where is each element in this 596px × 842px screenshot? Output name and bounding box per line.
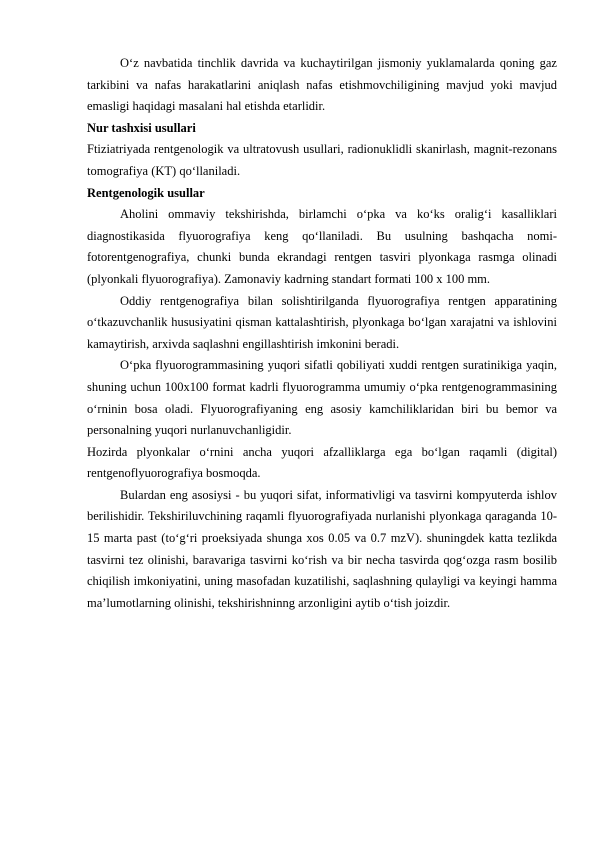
paragraph-digital-fluorography: Hozirda plyonkalar o‘rnini ancha yuqori afzalliklarga ega bo‘lgan raqamli (digital) rentgenoflyuorografiya bosmoqda. <box>87 444 557 481</box>
paragraph-gas-composition: O‘z navbatida tinchlik davrida va kuchaytirilgan jismoniy yuklamalarda qoning gaz tarkibini va nafas harakatlarini aniqlash nafas etishmovchiligining mavjud yoki mavjud emasligi haqidagi masalani hal etishda etarlidir. <box>87 56 557 114</box>
heading-x-ray-methods: Rentgenologik usullar <box>87 185 205 200</box>
heading-radiation-diagnostics: Nur tashxisi usullari <box>87 120 196 135</box>
paragraph-phthisiatry-methods: Ftiziatriyada rentgenologik va ultratovush usullari, radionuklidli skanirlash, magnit-rezonans tomografiya (KT) qo‘llaniladi. <box>87 142 557 178</box>
paragraph-digital-advantages: Bulardan eng asosiysi - bu yuqori sifat, informativligi va tasvirni kompyuterda ishlov berilishidir. Tekshiriluvchining raqamli flyuorografiyada nurlanishi plyonkaga qaraganda 10-15 marta past (to‘g‘ri proeksiyada shunga xos 0.05 va 0.7 mzV). shuningdek katta tezlikda tasvirni tez olinishi, baravariga tasvirni ko‘rish va bir necha tasvirda qog‘ozga rasm bosilib chiqilish imkoniyatini, uning masofadan kuzatilishi, saqlashning qulayligi va keyingi hamma ma’lumotlarning olinishi, tekshirishninng arzonligini aytib o‘tish joizdir. <box>87 487 557 610</box>
paragraph-fluorogram-quality: O‘pka flyuorogrammasining yuqori sifatli qobiliyati xuddi rentgen suratinikiga yaqin, shuning uchun 100x100 format kadrli flyuorogramma umumiy o‘pka rentgenogrammasining o‘rninin bosa oladi. Flyuorografiyaning eng asosiy kamchiliklaridan biri bu bemor va personalning yuqori nurlanuvchanligidir. <box>87 358 557 438</box>
paragraph-radiography-comparison: Oddiy rentgenografiya bilan solishtirilganda flyuorografiya rentgen apparatining o‘tkazuvchanlik hususiyatini qisman kattalashtirish, plyonkaga bo‘lgan xarajatni va ishlovini kamaytirish, arxivda saqlashni engillashtirish imkonini beradi. <box>87 293 557 351</box>
paragraph-fluorography: Aholini ommaviy tekshirishda, birlamchi o‘pka va ko‘ks oralig‘i kasalliklari diagnostikasida flyuorografiya keng qo‘llaniladi. Bu usulning bashqacha nomi- fotorentgenografiya, chunki bunda ekrandagi rentgen tasviri plyonkaga rasmga olinadi (plyonkali flyuorografiya). Zamonaviy kadrning standart formati 100 x 100 mm. <box>87 207 557 286</box>
document-page <box>87 53 557 614</box>
